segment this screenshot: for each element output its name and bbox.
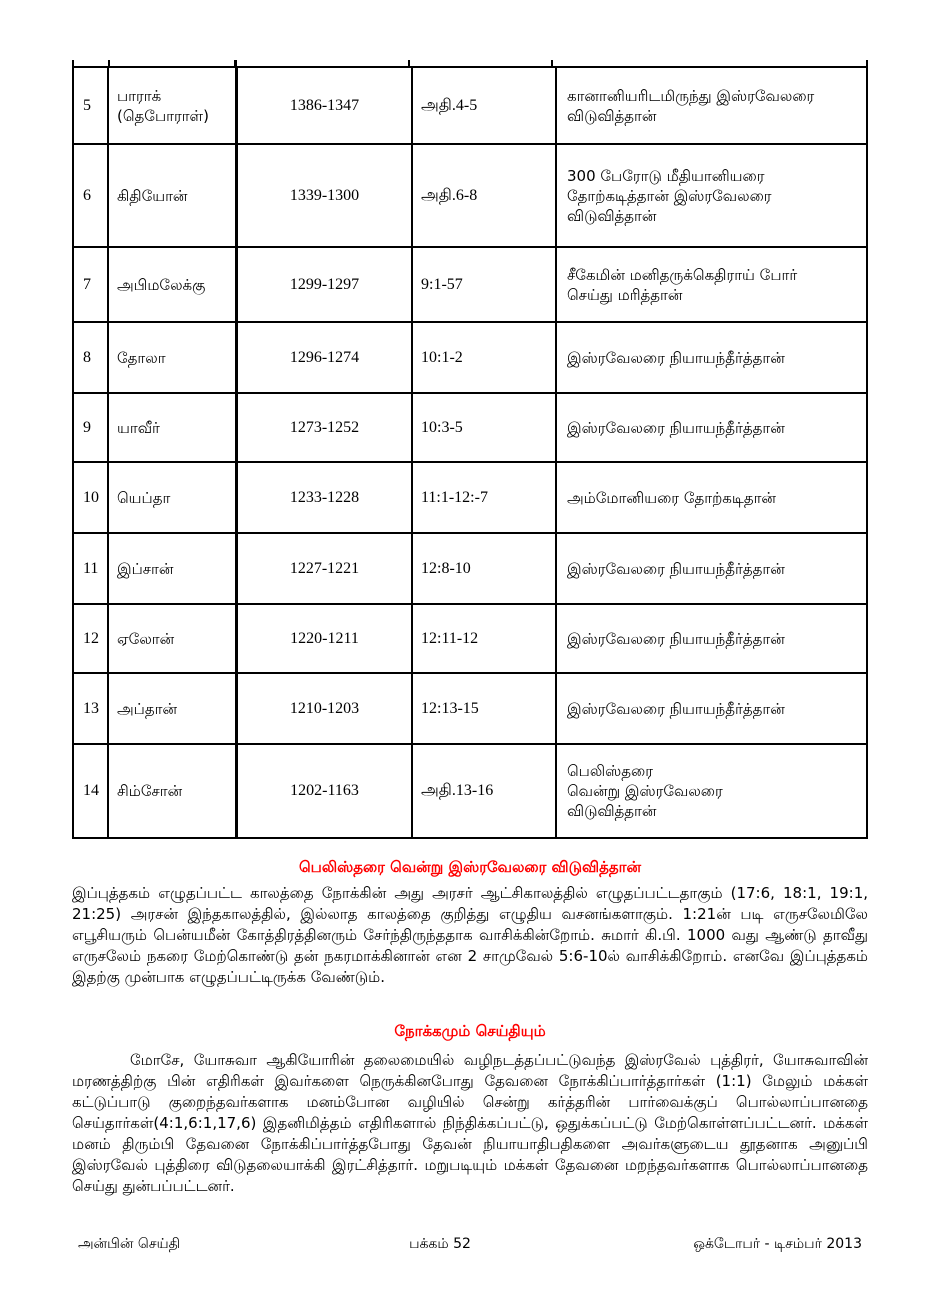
paragraph-purpose	[72, 1050, 868, 1197]
deed-line: விடுவித்தான்	[567, 206, 657, 225]
cell-reference: 10:3-5	[412, 393, 556, 462]
deed-line: செய்து மரித்தான்	[567, 285, 683, 304]
deed-line: இஸ்ரவேலரை நியாயந்தீர்த்தான்	[567, 418, 785, 437]
deed-line: தோற்கடித்தான் இஸ்ரவேலரை	[567, 186, 772, 205]
table-row	[73, 247, 867, 322]
cell-judge-name	[108, 67, 237, 144]
cell-judge-name	[108, 144, 237, 247]
table-row	[73, 67, 867, 144]
cell-reference: 12:8-10	[412, 533, 556, 604]
cell-judge-name	[108, 744, 237, 838]
judge-name-line: யெப்தா	[117, 488, 171, 507]
cell-reference: அதி.13-16	[412, 744, 556, 838]
cell-reference: 10:1-2	[412, 322, 556, 393]
cell-number: 5	[73, 67, 108, 144]
cell-number: 11	[73, 533, 108, 604]
cell-number: 13	[73, 673, 108, 744]
cell-years: 1339-1300	[237, 144, 413, 247]
cell-number: 10	[73, 462, 108, 533]
deed-line: பெலிஸ்தரை	[567, 762, 653, 780]
deed-line: அம்மோனியரை தோற்கடிதான்	[567, 488, 776, 507]
deed-line: விடுவித்தான்	[567, 106, 657, 125]
table-row	[73, 462, 867, 533]
judge-name-line: தோலா	[117, 348, 166, 367]
cell-number: 7	[73, 247, 108, 322]
paragraph-purpose-wrap	[72, 1050, 868, 1197]
section-heading-philistines: பெலிஸ்தரை வென்று இஸ்ரவேலரை விடுவித்தான்	[298, 858, 642, 876]
deed-line: இஸ்ரவேலரை நியாயந்தீர்த்தான்	[567, 559, 785, 578]
judge-name-line: அபிமலேக்கு	[117, 275, 206, 294]
cell-years: 1273-1252	[237, 393, 413, 462]
judge-name-line: ஏலோன்	[117, 629, 175, 648]
judge-name-line: (தெபோராள்)	[117, 106, 209, 125]
cell-number: 9	[73, 393, 108, 462]
deed-line: சீகேமின் மனிதருக்கெதிராய் போர்	[567, 265, 798, 284]
cell-judge-name	[108, 533, 237, 604]
cell-deed	[556, 67, 867, 144]
judge-name-line: பாராக்	[117, 86, 162, 105]
deed-line: இஸ்ரவேலரை நியாயந்தீர்த்தான்	[567, 699, 785, 718]
cell-number: 8	[73, 322, 108, 393]
cell-deed	[556, 604, 867, 673]
cell-judge-name	[108, 247, 237, 322]
cell-deed	[556, 744, 867, 838]
judge-name-line: கிதியோன்	[117, 186, 188, 205]
paragraph-authorship	[72, 883, 868, 988]
page-footer	[72, 1236, 868, 1256]
table-row	[73, 744, 867, 838]
cell-number: 12	[73, 604, 108, 673]
cell-deed	[556, 393, 867, 462]
cell-reference: 12:13-15	[412, 673, 556, 744]
cell-judge-name	[108, 604, 237, 673]
deed-line: விடுவித்தான்	[567, 802, 657, 820]
cell-reference: 11:1-12:-7	[412, 462, 556, 533]
table-row	[73, 533, 867, 604]
cell-deed	[556, 247, 867, 322]
footer-magazine-name: அன்பின் செய்தி	[78, 1236, 181, 1252]
paragraph-authorship-text: இப்புத்தகம் எழுதப்பட்ட காலத்தை நோக்கின் அது அரசர் ஆட்சிகாலத்தில் எழுதப்பட்டதாகும் (17:6, 18:1, 19:1, 21:25) அரசன் இந்தகாலத்தில், இல்லாத காலத்தை குறித்து எழுதிய வசனங்களாகும். 1:21ன் படி எருசலேமிலே எபூசியரும் பென்யமீன் கோத்திரத்தினரும் சேர்ந்திருந்ததாக வாசிக்கின்றோம். சுமார் கி.பி. 1000 வது ஆண்டு தாவீது எருசலேம் நகரை மேற்கொண்டு தன் நகரமாக்கினான் என 2 சாமுவேல் 5:6-10ல் வாசிக்கிறோம். எனவே இப்புத்தகம் இதற்கு முன்பாக எழுதப்பட்டிருக்க வேண்டும்.	[72, 884, 868, 986]
footer-issue-date: ஒக்டோபர் - டிசம்பர் 2013	[693, 1236, 862, 1252]
cell-judge-name	[108, 322, 237, 393]
deed-line: 300 பேரோடு மீதியானியரை	[567, 166, 765, 185]
cell-deed	[556, 462, 867, 533]
cell-years: 1296-1274	[237, 322, 413, 393]
cell-years: 1233-1228	[237, 462, 413, 533]
cell-reference: 9:1-57	[412, 247, 556, 322]
deed-line: இஸ்ரவேலரை நியாயந்தீர்த்தான்	[567, 348, 785, 367]
cell-deed	[556, 673, 867, 744]
cell-deed	[556, 144, 867, 247]
deed-line: கானானியரிடமிருந்து இஸ்ரவேலரை	[567, 86, 815, 105]
judge-name-line: இப்சான்	[117, 559, 174, 578]
cell-reference: அதி.4-5	[412, 67, 556, 144]
footer-page-number: பக்கம் 52	[409, 1236, 471, 1252]
table-row	[73, 393, 867, 462]
cell-years: 1210-1203	[237, 673, 413, 744]
judge-name-line: அப்தான்	[117, 699, 177, 718]
table-row	[73, 604, 867, 673]
cell-deed	[556, 533, 867, 604]
cell-number: 14	[73, 744, 108, 838]
cell-judge-name	[108, 393, 237, 462]
cell-years: 1220-1211	[237, 604, 413, 673]
cell-years: 1202-1163	[237, 744, 413, 838]
table-row	[73, 673, 867, 744]
cell-reference: அதி.6-8	[412, 144, 556, 247]
cell-number: 6	[73, 144, 108, 247]
cell-reference: 12:11-12	[412, 604, 556, 673]
paragraph-purpose-text: மோசே, யோசுவா ஆகியோரின் தலைமையில் வழிநடத்தப்பட்டுவந்த இஸ்ரவேல் புத்திரர், யோசுவாவின் மரணத்திற்கு பின் எதிரிகள் இவர்களை நெருக்கினபோது தேவனை நோக்கிப்பார்த்தார்கள் (1:1) மேலும் மக்கள் கட்டுப்பாடு குறைந்தவர்களாக மனம்போன வழியில் சென்று கர்த்தரின் பார்வைக்குப் பொல்லாப்பானதை செய்தார்கள்(4:1,6:1,17,6) இதனிமித்தம் எதிரிகளால் நிந்திக்கப்பட்டு, ஒதுக்கப்பட்டு மேற்கொள்ளப்பட்டனர். மக்கள் மனம் திரும்பி தேவனை நோக்கிப்பார்த்தபோது தேவன் நியாயாதிபதிகளை அவர்களுடைய தூதனாக அனுப்பி இஸ்ரவேல் புத்திரை விடுதலையாக்கி இரட்சித்தார். மறுபடியும் மக்கள் தேவனை மறந்தவர்களாக பொல்லாப்பானதை செய்து துன்பப்பட்டனர்.	[72, 1051, 868, 1195]
judges-table-body	[73, 67, 867, 838]
deed-line: வென்று இஸ்ரவேலரை	[567, 782, 723, 800]
cell-years: 1386-1347	[237, 67, 413, 144]
judge-name-line: யாவீர்	[117, 418, 160, 437]
cell-years: 1299-1297	[237, 247, 413, 322]
deed-line: இஸ்ரவேலரை நியாயந்தீர்த்தான்	[567, 629, 785, 648]
table-row	[73, 144, 867, 247]
judge-name-line: சிம்சோன்	[117, 782, 183, 800]
cell-judge-name	[108, 462, 237, 533]
cell-deed	[556, 322, 867, 393]
cell-judge-name	[108, 673, 237, 744]
section-heading-purpose: நோக்கமும் செய்தியும்	[394, 1022, 546, 1040]
judges-table	[72, 66, 868, 839]
table-row	[73, 322, 867, 393]
cell-years: 1227-1221	[237, 533, 413, 604]
